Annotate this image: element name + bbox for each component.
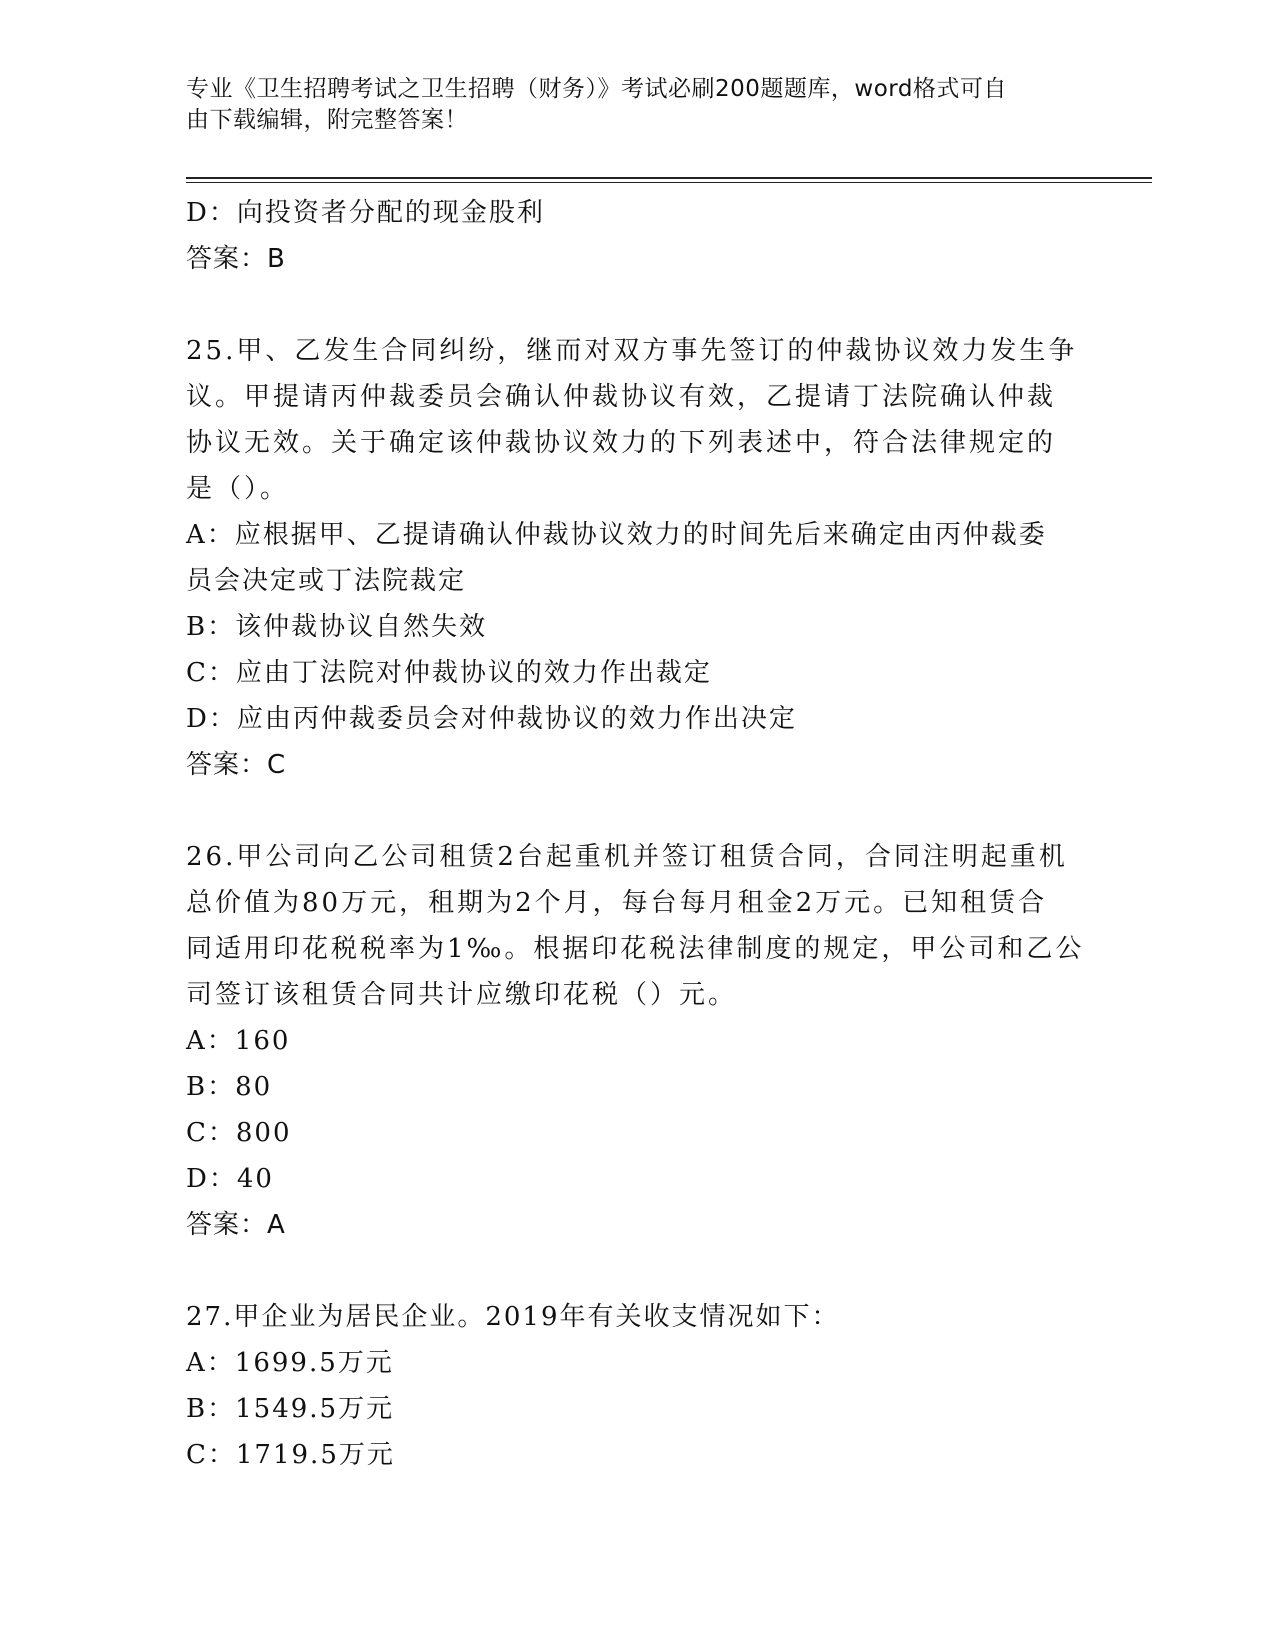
header-line-1: 专业《卫生招聘考试之卫生招聘（财务）》考试必刷200题题库，word格式可自 <box>186 76 1007 102</box>
q25-option-b: B：该仲裁协议自然失效 <box>186 612 488 642</box>
header-line-2: 由下载编辑，附完整答案！ <box>186 107 468 133</box>
q26-stem-line: 司签订该租赁合同共计应缴印花税（）元。 <box>186 980 738 1010</box>
q26-stem-line: 同适用印花税税率为1‰。根据印花税法律制度的规定，甲公司和乙公 <box>186 934 1085 964</box>
q26-option-c: C：800 <box>186 1118 292 1148</box>
q26-answer: 答案：A <box>186 1210 286 1240</box>
header-rule-thin <box>186 182 1152 183</box>
question-26 <box>186 834 1086 1248</box>
question-25 <box>186 328 1086 788</box>
document-header <box>186 74 1086 136</box>
q26-option-b: B：80 <box>186 1072 273 1102</box>
document-body <box>186 190 1086 1478</box>
spacer <box>186 788 1086 834</box>
q25-stem-line: 是（）。 <box>186 474 290 504</box>
q25-stem <box>186 328 1086 512</box>
q25-option-c: C：应由丁法院对仲裁协议的效力作出裁定 <box>186 658 712 688</box>
q26-option-a: A：160 <box>186 1026 291 1056</box>
q27-option-a: A：1699.5万元 <box>186 1348 394 1378</box>
question-24-tail <box>186 190 1086 282</box>
q26-stem-line: 总价值为80万元，租期为2个月，每台每月租金2万元。已知租赁合 <box>186 888 1048 918</box>
q26-stem <box>186 834 1086 1018</box>
header-rule-thick <box>186 177 1152 179</box>
spacer <box>186 282 1086 328</box>
q24-option-d: D：向投资者分配的现金股利 <box>186 198 545 228</box>
q25-option-a-line: A：应根据甲、乙提请确认仲裁协议效力的时间先后来确定由丙仲裁委 <box>186 520 1047 550</box>
q24-answer: 答案：B <box>186 244 286 274</box>
q25-stem-line: 议。甲提请丙仲裁委员会确认仲裁协议有效，乙提请丁法院确认仲裁 <box>186 382 1057 412</box>
q25-option-a-line: 员会决定或丁法院裁定 <box>186 566 467 596</box>
q27-option-c: C：1719.5万元 <box>186 1440 395 1470</box>
q25-stem-line: 25.甲、乙发生合同纠纷，继而对双方事先签订的仲裁协议效力发生争 <box>186 336 1078 366</box>
q25-answer: 答案：C <box>186 750 287 780</box>
q26-stem-line: 26.甲公司向乙公司租赁2台起重机并签订租赁合同，合同注明起重机 <box>186 842 1068 872</box>
q25-option-d: D：应由丙仲裁委员会对仲裁协议的效力作出决定 <box>186 704 797 734</box>
question-27 <box>186 1294 1086 1478</box>
q26-option-d: D：40 <box>186 1164 274 1194</box>
spacer <box>186 1248 1086 1294</box>
q27-stem: 27.甲企业为居民企业。2019年有关收支情况如下： <box>186 1302 840 1332</box>
q27-option-b: B：1549.5万元 <box>186 1394 395 1424</box>
q25-stem-line: 协议无效。关于确定该仲裁协议效力的下列表述中，符合法律规定的 <box>186 428 1057 458</box>
